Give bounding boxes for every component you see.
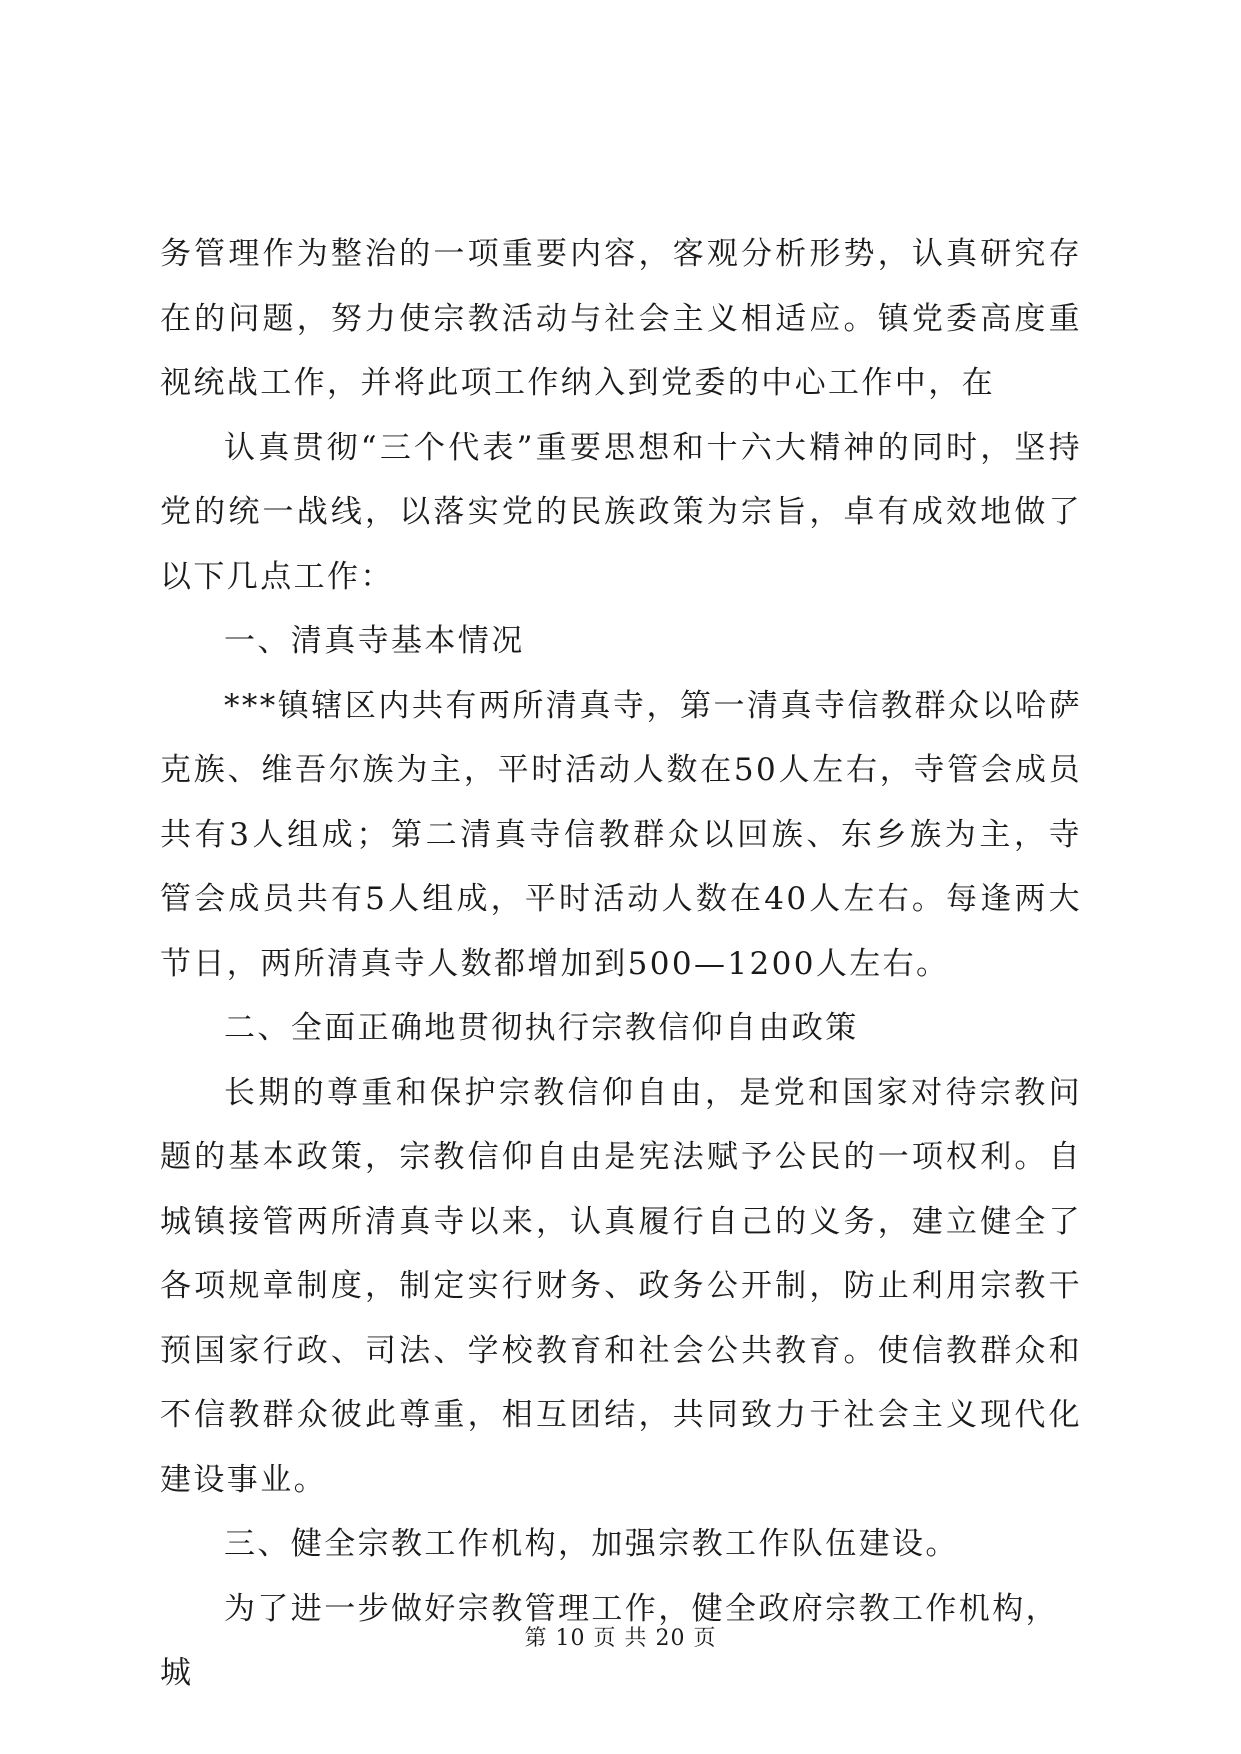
paragraph-continuation: 务管理作为整治的一项重要内容，客观分析形势，认真研究存在的问题，努力使宗教活动与社会主义相适应。镇党委高度重视统战工作，并将此项工作纳入到党委的中心工作中，在 xyxy=(160,236,1082,401)
paragraph-organization: 为了进一步做好宗教管理工作，健全政府宗教工作机构，城 xyxy=(160,1590,1059,1691)
page-number-footer: 第 10 页 共 20 页 xyxy=(524,1626,717,1651)
document-body xyxy=(160,222,1082,1706)
section-heading-1: 一、清真寺基本情况 xyxy=(224,623,525,659)
paragraph-intro: 认真贯彻“三个代表”重要思想和十六大精神的同时，坚持党的统一战线，以落实党的民族政策为宗旨，卓有成效地做了以下几点工作： xyxy=(160,429,1082,595)
section-heading-3: 三、健全宗教工作机构，加强宗教工作队伍建设。 xyxy=(224,1526,959,1562)
section-heading-2: 二、全面正确地贯彻执行宗教信仰自由政策 xyxy=(224,1010,859,1046)
paragraph-religious-policy: 长期的尊重和保护宗教信仰自由，是党和国家对待宗教问题的基本政策，宗教信仰自由是宪法赋予公民的一项权利。自城镇接管两所清真寺以来，认真履行自己的义务，建立健全了各项规章制度，制定实行财务、政务公开制，防止利用宗教干预国家行政、司法、学校教育和社会公共教育。使信教群众和不信教群众彼此尊重，相互团结，共同致力于社会主义现代化建设事业。 xyxy=(160,1074,1082,1498)
paragraph-mosque-overview: ***镇辖区内共有两所清真寺，第一清真寺信教群众以哈萨克族、维吾尔族为主，平时活动人数在50人左右，寺管会成员共有3人组成；第二清真寺信教群众以回族、东乡族为主，寺管会成员共有5人组成，平时活动人数在40人左右。每逢两大节日，两所清真寺人数都增加到500—1200人左右。 xyxy=(160,687,1082,982)
